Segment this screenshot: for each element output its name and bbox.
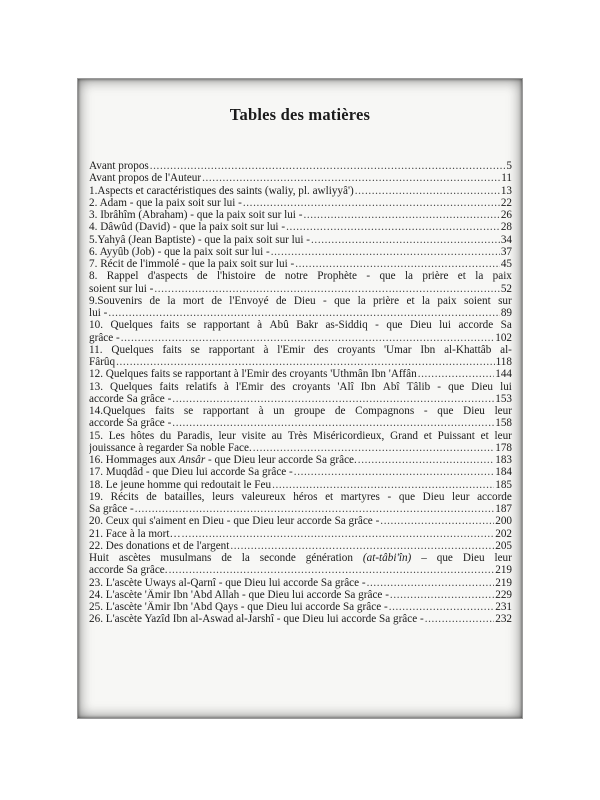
toc-word: et [423, 429, 432, 442]
toc-word: à [263, 343, 269, 356]
toc-word: d'aspects [147, 270, 188, 283]
toc-word: génération [305, 552, 353, 564]
toc-entry[interactable] [89, 258, 512, 270]
table-of-contents [89, 160, 512, 626]
page-number: 158 [495, 417, 512, 430]
toc-word: 'Umar [384, 343, 412, 356]
toc-word: 'Alî [337, 380, 354, 393]
toc-word: Abû [269, 319, 289, 332]
dot-leader [121, 332, 494, 344]
toc-word: à [258, 405, 264, 417]
toc-entry-text: 18. Le jeune homme qui redoutait le Feu [89, 478, 272, 491]
toc-entry[interactable] [89, 405, 512, 430]
toc-word: Prophète [317, 270, 358, 283]
toc-word: des [270, 380, 286, 393]
toc-entry-text: 17. Muqdâd - que Dieu lui accorde Sa grâce - [89, 466, 293, 479]
toc-entry-text: 24. L'ascète 'Âmir Ibn 'Abd Allah - que Dieu lui accorde Sa grâce - [89, 588, 389, 601]
toc-entry-text: 23. L'ascète Uways al-Qarnî - que Dieu lui accorde Sa grâce - [89, 576, 366, 589]
toc-word: de [146, 490, 157, 503]
toc-entry[interactable] [89, 209, 512, 221]
toc-word: 10. [89, 319, 103, 332]
toc-entry[interactable] [89, 368, 512, 380]
toc-word: Les [108, 429, 125, 442]
toc-word: la [167, 294, 176, 307]
toc-entry[interactable] [89, 197, 512, 209]
toc-word: de [334, 405, 346, 417]
toc-entry-text: lui - [89, 307, 108, 319]
toc-word: leur [218, 429, 236, 442]
toc-word: de [264, 270, 276, 283]
toc-entry-line [89, 258, 512, 270]
toc-word: Dieu [463, 405, 485, 417]
toc-entry-line [89, 515, 512, 527]
toc-word: que [379, 270, 396, 283]
toc-entry[interactable] [89, 540, 512, 552]
toc-word: Dieu [409, 319, 432, 332]
toc-entry-line [89, 417, 512, 429]
toc-entry-line [89, 589, 512, 601]
toc-word: hôtes [130, 429, 155, 442]
toc-word: que [386, 319, 403, 332]
toc-entry-line [89, 197, 512, 209]
toc-entry-line [89, 344, 512, 356]
toc-word: - [437, 380, 441, 393]
toc-word: ascètes [118, 552, 151, 564]
page-number: 22 [500, 196, 512, 209]
toc-entry-line [89, 160, 512, 172]
toc-word: 14.Quelques [89, 405, 146, 417]
page-number: 89 [500, 307, 512, 319]
toc-word: 11. [89, 343, 103, 356]
toc-word: et [325, 490, 334, 503]
toc-entry[interactable] [89, 528, 512, 540]
toc-entry-line [89, 356, 512, 368]
toc-word: 13. [89, 380, 103, 393]
toc-entry-line [89, 381, 512, 393]
toc-word: la [475, 270, 484, 283]
toc-word: Très [287, 429, 308, 442]
toc-entry-text: accorde Sa grâce. [89, 564, 168, 577]
toc-word: Huit [89, 552, 109, 564]
page-number: 232 [495, 613, 512, 626]
page-number: 205 [495, 539, 512, 552]
toc-word: Miséricordieux, [313, 429, 385, 442]
toc-entry-text: accorde Sa grâce - [89, 392, 172, 405]
toc-word: l'Emir [277, 343, 305, 356]
toc-word: paix [437, 294, 457, 307]
dot-leader [303, 209, 499, 221]
toc-word: valeureux [241, 490, 286, 503]
toc-word: l'Emir [235, 380, 264, 393]
toc-word: au [271, 429, 283, 442]
dot-leader [135, 503, 494, 515]
dot-leader [390, 589, 494, 601]
page-number: 183 [495, 454, 512, 466]
toc-entry-line [89, 613, 512, 625]
toc-entry-text: 7. Récit de l'immolé - que la paix soit sur lui - [89, 258, 295, 270]
toc-word: de [197, 270, 208, 283]
toc-word: mort [182, 294, 204, 307]
toc-entry-line [89, 332, 512, 344]
toc-word: se [186, 319, 197, 332]
toc-entry-text: Fârûq [89, 356, 116, 368]
toc-entry[interactable] [89, 430, 512, 455]
dot-leader [389, 601, 495, 613]
toc-word: Dieu [471, 380, 494, 393]
toc-word: et [406, 294, 415, 307]
toc-word: faits [162, 343, 182, 356]
toc-word: Dieu [293, 294, 316, 307]
toc-word: Quelques [111, 343, 154, 356]
toc-entry-line [89, 540, 512, 552]
page-number: 13 [500, 184, 512, 197]
page-number: 118 [495, 356, 512, 368]
dot-leader [294, 466, 494, 478]
toc-entry-line [89, 577, 512, 589]
page-number: 229 [495, 588, 512, 601]
dot-leader [367, 577, 495, 589]
toc-entry-text: soient sur lui - [89, 282, 154, 295]
toc-word: (at-tâbi'în) [362, 552, 412, 564]
toc-word: Grand [390, 429, 419, 442]
dot-leader [202, 172, 500, 184]
toc-word: sur [498, 294, 512, 307]
toc-word: la [421, 294, 430, 307]
dot-leader [172, 393, 494, 405]
toc-entry-line [89, 552, 512, 564]
toc-entry-text: 12. Quelques faits se rapportant à l'Emir des croyants 'Uthmân Ibn 'Affân [89, 368, 417, 381]
toc-word: 15. [89, 429, 103, 442]
toc-word: que [448, 380, 465, 393]
toc-word: la [404, 270, 414, 283]
toc-entry[interactable] [89, 344, 512, 369]
toc-entry-line [89, 270, 512, 282]
toc-entry-line [89, 466, 512, 478]
page-number: 200 [495, 515, 512, 528]
toc-entry[interactable] [89, 234, 512, 246]
toc-entry-text: 16. Hommages aux Ansâr - que Dieu leur accorde Sa grâce. [89, 454, 357, 466]
toc-word: de [221, 552, 232, 564]
toc-entry-text: 5.Yahyâ (Jean Baptiste) - que la paix soit sur lui - [89, 233, 311, 246]
toc-entry[interactable] [89, 613, 512, 625]
toc-word: 9.Souvenirs [89, 294, 143, 307]
dot-leader [380, 515, 494, 527]
toc-entry-line [89, 368, 512, 380]
toc-entry-line [89, 393, 512, 405]
toc-word: Puissant [437, 429, 475, 442]
toc-entry-line [89, 221, 512, 233]
toc-entry-text: jouissance à regarder Sa noble Face. [89, 441, 252, 454]
toc-word: lui [500, 380, 512, 393]
toc-entry-text: 1.Aspects et caractéristiques des saints (waliy, pl. awliyyâ') [89, 184, 354, 197]
toc-entry-line [89, 283, 512, 295]
page-title: Tables des matières [229, 105, 371, 124]
toc-word: faits [160, 319, 180, 332]
toc-entry[interactable] [89, 454, 512, 466]
toc-word: du [160, 429, 172, 442]
toc-word: Tâlib [406, 380, 431, 393]
toc-word: Dieu [422, 490, 445, 503]
toc-entry[interactable] [89, 552, 512, 577]
toc-word: croyants [292, 380, 331, 393]
toc-entry-text: Avant propos de l'Auteur [89, 172, 202, 185]
toc-entry-line [89, 185, 512, 197]
toc-word: - [366, 270, 371, 283]
toc-entry[interactable] [89, 381, 512, 406]
toc-entry-text: 2. Adam - que la paix soit sur lui - [89, 196, 242, 209]
dot-leader [358, 454, 494, 466]
toc-entry[interactable] [89, 515, 512, 527]
toc-entry-line [89, 209, 512, 221]
toc-word: martyres [340, 490, 380, 503]
toc-word: que [334, 294, 351, 307]
toc-word: groupe [294, 405, 326, 417]
toc-word: se [190, 343, 200, 356]
toc-entry-line [89, 307, 512, 319]
toc-word: l'Envoyé [229, 294, 269, 307]
toc-entry[interactable] [89, 246, 512, 258]
dot-leader [108, 307, 499, 319]
toc-entry-text: 21. Face à la mort… [89, 527, 181, 540]
toc-word: leurs [212, 490, 234, 503]
toc-word: Paradis, [176, 429, 213, 442]
toc-word: soient [463, 294, 491, 307]
toc-entry-text: grâce - [89, 331, 120, 344]
toc-word: prière [422, 270, 449, 283]
toc-word: Récits [110, 490, 139, 503]
toc-entry-line [89, 295, 512, 307]
toc-word: faits [154, 405, 175, 417]
toc-word: que [398, 490, 416, 503]
toc-entry[interactable] [89, 577, 512, 589]
toc-word: se [183, 405, 194, 417]
page-number: 231 [495, 601, 512, 613]
toc-word: accorde [477, 490, 512, 503]
dot-leader [272, 479, 494, 491]
page-number: 153 [495, 392, 512, 405]
dot-leader [425, 613, 495, 625]
toc-entry-line [89, 564, 512, 576]
toc-word: rapportant [203, 319, 250, 332]
toc-entry[interactable] [89, 491, 512, 516]
toc-word: rapportant [202, 405, 249, 417]
toc-word: leur [494, 429, 512, 442]
toc-entry-text: 25. L'ascète 'Âmir Ibn 'Abd Qays - que Dieu lui accorde Sa grâce - [89, 601, 388, 613]
toc-word: leur [494, 552, 512, 564]
dot-leader [243, 197, 500, 209]
toc-entry[interactable] [89, 221, 512, 233]
dot-leader [271, 246, 500, 258]
toc-word: - [387, 490, 392, 503]
toc-entry-line [89, 430, 512, 442]
toc-word: relatifs [185, 380, 217, 393]
toc-word: 19. [89, 490, 103, 503]
toc-word: faits [159, 380, 179, 393]
toc-word: - [423, 405, 428, 417]
toc-word: prière [373, 294, 400, 307]
toc-entry-line [89, 601, 512, 613]
toc-entry-line [89, 172, 512, 184]
toc-word: batailles, [164, 490, 205, 503]
toc-word: paix [492, 270, 512, 283]
toc-word: al-Khattâb [444, 343, 492, 356]
toc-entry-text: accorde Sa grâce - [89, 417, 172, 430]
toc-word: Rappel [106, 270, 139, 283]
toc-word: musulmans [160, 552, 212, 564]
dot-leader [418, 368, 495, 380]
toc-word: croyants [337, 343, 376, 356]
toc-word: seconde [259, 552, 296, 564]
page-number: 45 [500, 258, 512, 270]
toc-word: Quelques [110, 380, 153, 393]
toc-word: et [480, 429, 489, 442]
toc-word: Compagnons [355, 405, 415, 417]
toc-word: de [211, 294, 222, 307]
book-page [77, 78, 523, 719]
dot-leader [355, 185, 500, 197]
dot-leader [230, 540, 494, 552]
dot-leader [295, 258, 500, 270]
page-number: 187 [495, 503, 512, 515]
page-number: 202 [495, 527, 512, 540]
page-number: 26 [500, 209, 512, 221]
dot-leader [169, 564, 495, 576]
toc-entry-line [89, 319, 512, 331]
toc-word: Ibn [360, 380, 376, 393]
page-number: 219 [495, 576, 512, 589]
toc-word: la [241, 552, 250, 564]
toc-entry-text: 20. Ceux qui s'aiment en Dieu - que Dieu leur accorde Sa grâce - [89, 515, 380, 528]
toc-word: leur [452, 490, 470, 503]
toc-word: Ibn [420, 343, 436, 356]
toc-entry[interactable] [89, 295, 512, 320]
dot-leader [286, 221, 500, 233]
dot-leader [116, 356, 495, 368]
toc-word: rapportant [208, 343, 255, 356]
toc-word: 8. [89, 270, 98, 283]
dot-leader [172, 417, 494, 429]
toc-word: accorde [458, 319, 494, 332]
page-number: 52 [500, 282, 512, 295]
toc-word: Sa [500, 319, 512, 332]
toc-word: que [436, 552, 453, 564]
dot-leader [182, 528, 495, 540]
toc-entry-line [89, 454, 512, 466]
toc-entry-text: 6. Ayyûb (Job) - que la paix soit sur lui - [89, 245, 270, 258]
toc-entry-line [89, 503, 512, 515]
toc-word: lui [439, 319, 451, 332]
toc-entry[interactable] [89, 172, 512, 184]
toc-entry[interactable] [89, 319, 512, 344]
page-number: 219 [495, 564, 512, 577]
page-number: 11 [501, 172, 512, 185]
toc-entry[interactable] [89, 589, 512, 601]
toc-entry[interactable] [89, 466, 512, 478]
page-number: 34 [500, 233, 512, 246]
toc-entry[interactable] [89, 160, 512, 172]
toc-word: que [437, 405, 454, 417]
toc-entry-text: 4. Dâwûd (David) - que la paix soit sur lui - [89, 221, 286, 234]
toc-word: de [275, 294, 287, 307]
toc-entry-line [89, 234, 512, 246]
toc-entry-line [89, 528, 512, 540]
page-number: 178 [495, 441, 512, 454]
toc-word: à [223, 380, 229, 393]
page-number: 185 [495, 478, 512, 491]
toc-entry-line [89, 479, 512, 491]
toc-word: un [273, 405, 285, 417]
toc-word: et [457, 270, 466, 283]
page-number: 28 [500, 221, 512, 234]
toc-entry-line [89, 405, 512, 417]
toc-entry[interactable] [89, 601, 512, 613]
toc-word: visite [241, 429, 266, 442]
toc-entry-line [89, 246, 512, 258]
toc-word: Abî [382, 380, 400, 393]
dot-leader [311, 234, 500, 246]
page-number: 184 [495, 466, 512, 479]
toc-word: Quelques [110, 319, 153, 332]
toc-entry[interactable] [89, 479, 512, 491]
toc-word: Bakr [296, 319, 318, 332]
toc-word: la [357, 294, 366, 307]
toc-entry-text: 3. Ibrâhîm (Abraham) - que la paix soit sur lui - [89, 209, 303, 221]
toc-entry-text: 22. Des donations et de l'argent [89, 539, 230, 552]
toc-word: Dieu [462, 552, 485, 564]
toc-entry[interactable] [89, 270, 512, 295]
toc-word: à [257, 319, 263, 332]
page-number: 102 [495, 331, 512, 344]
toc-word: des [313, 343, 329, 356]
dot-leader [154, 283, 499, 295]
page-number: 5 [506, 160, 512, 172]
dot-leader [253, 442, 494, 454]
page-number: 144 [495, 368, 512, 381]
toc-word: - [375, 319, 379, 332]
toc-word: as-Siddiq [325, 319, 368, 332]
toc-word: – [421, 552, 427, 564]
toc-entry-line [89, 442, 512, 454]
toc-entry-text: 26. L'ascète Yazîd Ibn al-Aswad al-Jarshî - que Dieu lui accorde Sa grâce - [89, 613, 424, 626]
toc-word: leur [494, 405, 512, 417]
toc-entry[interactable] [89, 185, 512, 197]
page-number: 37 [500, 245, 512, 258]
toc-entry-line [89, 491, 512, 503]
toc-word: - [322, 294, 327, 307]
toc-entry-text: Avant propos [89, 160, 149, 172]
dot-leader [150, 160, 506, 172]
toc-word: de [149, 294, 161, 307]
toc-word: al- [500, 343, 512, 356]
toc-word: héros [293, 490, 318, 503]
toc-entry-text: Sa grâce - [89, 503, 134, 515]
toc-word: notre [284, 270, 308, 283]
toc-word: l'histoire [216, 270, 256, 283]
